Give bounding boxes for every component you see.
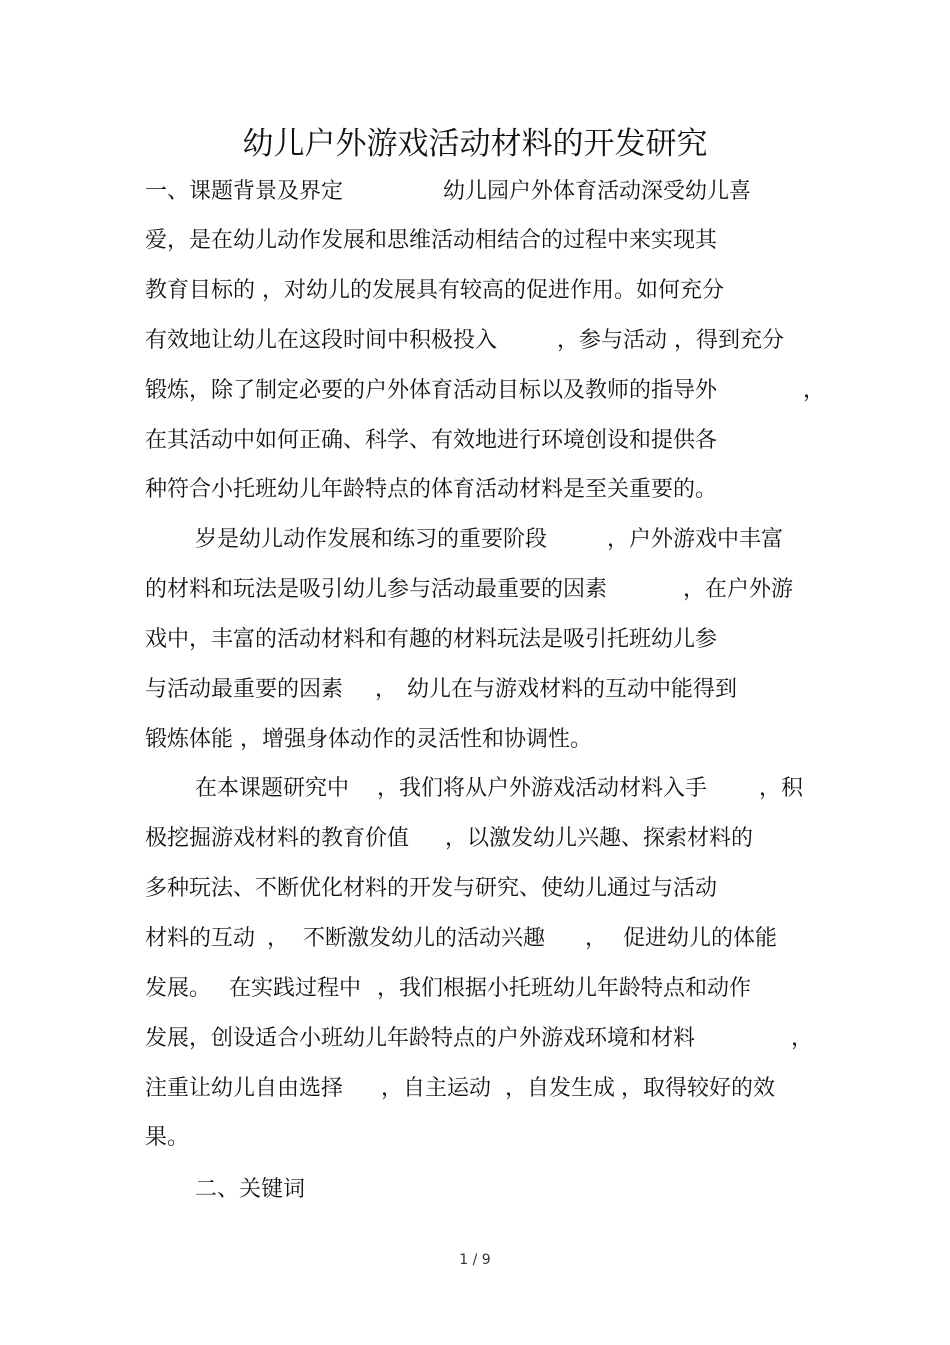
section-heading-background: 一、课题背景及界定: [145, 179, 344, 204]
text-segment: 发展。: [145, 976, 212, 1001]
text-segment: ，: [585, 926, 608, 951]
text-segment: ，户外游戏中丰富: [607, 527, 784, 552]
text-segment: 材料的互动: [145, 926, 256, 951]
text-segment: 在本课题研究中: [195, 776, 350, 801]
text-segment: 幼儿园户外体育活动深受幼儿喜: [443, 179, 752, 204]
text-line: 多种玩法、不断优化材料的开发与研究、使幼儿通过与活动: [145, 876, 718, 901]
text-segment: 极挖掘游戏材料的教育价值: [145, 826, 410, 851]
text-segment: 有效地让幼儿在这段时间中积极投入: [145, 328, 498, 353]
text-segment: 在实践过程中: [229, 976, 362, 1001]
text-segment: ，: [267, 926, 290, 951]
text-segment: 与活动最重要的因素: [145, 677, 344, 702]
text-line: 种符合小托班幼儿年龄特点的体育活动材料是至关重要的。: [145, 477, 718, 502]
page-number: 1 / 9: [459, 1252, 491, 1268]
section-heading-text: 二、关键词: [195, 1177, 306, 1202]
text-segment: ，参与活动 ，得到充分: [557, 328, 784, 353]
text-segment: ，在户外游: [683, 577, 794, 602]
text-line: 戏中，丰富的活动材料和有趣的材料玩法是吸引托班幼儿参: [145, 627, 718, 652]
text-line: 爱，是在幼儿动作发展和思维活动相结合的过程中来实现其: [145, 228, 718, 253]
text-segment: 锻炼，除了制定必要的户外体育活动目标以及教师的指导外: [145, 378, 718, 403]
text-segment: ，自发生成: [505, 1076, 616, 1101]
text-segment: 不断激发幼儿的活动兴趣: [303, 926, 546, 951]
text-line: 果。: [145, 1125, 190, 1150]
text-segment: 促进幼儿的体能: [623, 926, 778, 951]
text-segment: ，: [803, 378, 826, 403]
text-line: 在其活动中如何正确、科学、有效地进行环境创设和提供各: [145, 428, 718, 453]
text-line: 教育目标的 ，对幼儿的发展具有较高的促进作用。如何充分: [145, 278, 724, 303]
document-title: 幼儿户外游戏活动材料的开发研究: [242, 126, 708, 162]
text-segment: 发展，创设适合小班幼儿年龄特点的户外游戏环境和材料: [145, 1026, 696, 1051]
text-segment: ，: [375, 677, 398, 702]
text-segment: ，我们将从户外游戏活动材料入手: [377, 776, 708, 801]
text-segment: ，取得较好的效: [621, 1076, 776, 1101]
text-segment: ，: [791, 1026, 814, 1051]
text-segment: ，自主运动: [381, 1076, 492, 1101]
text-segment: 岁是幼儿动作发展和练习的重要阶段: [195, 527, 548, 552]
text-segment: 的材料和玩法是吸引幼儿参与活动最重要的因素: [145, 577, 608, 602]
text-segment: ，我们根据小托班幼儿年龄特点和动作: [377, 976, 752, 1001]
text-line: 锻炼体能 ，增强身体动作的灵活性和协调性。: [145, 727, 592, 752]
text-segment: 注重让幼儿自由选择: [145, 1076, 344, 1101]
text-segment: 幼儿在与游戏材料的互动中能得到: [407, 677, 738, 702]
text-segment: ，以激发幼儿兴趣、探索材料的: [445, 826, 754, 851]
text-segment: ，积: [759, 776, 804, 801]
